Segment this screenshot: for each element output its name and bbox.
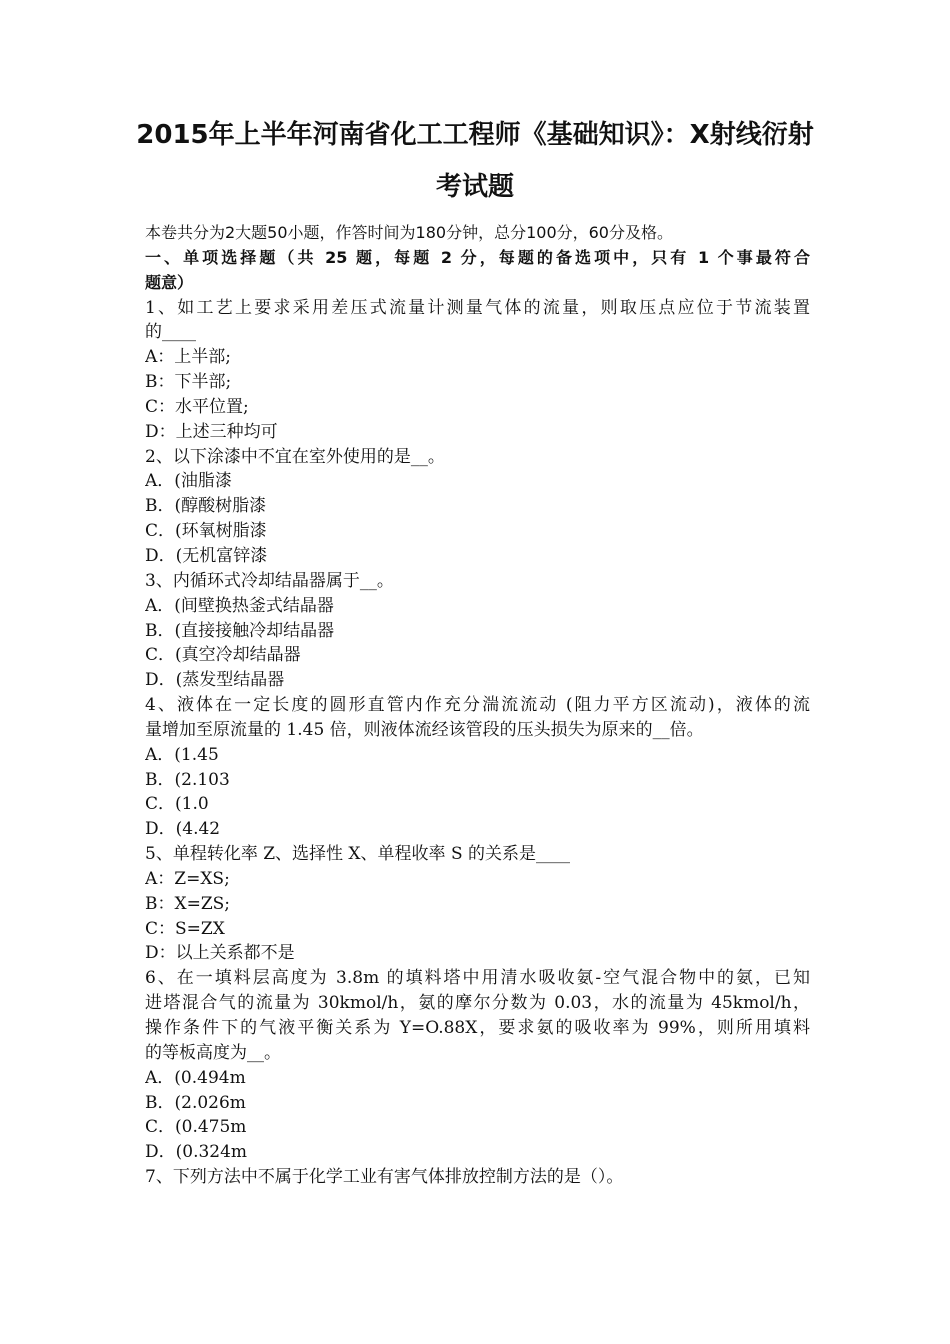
answer-option: D．(无机富锌漆 [145, 545, 268, 566]
question-stem: 1、如工艺上要求采用差压式流量计测量气体的流量，则取压点应位于节流装置 [145, 297, 810, 318]
question-stem: 的等板高度为__。 [145, 1042, 281, 1063]
answer-option: C：S=ZX [145, 918, 225, 939]
answer-option: C．(0.475m [145, 1117, 247, 1138]
answer-option: B：X=ZS; [145, 893, 231, 914]
answer-option: A．(油脂漆 [145, 471, 232, 492]
question-stem: 2、以下涂漆中不宜在室外使用的是__。 [145, 446, 445, 467]
question-stem: 量增加至原流量的 1.45 倍，则液体流经该管段的压头损失为原来的__倍。 [145, 719, 704, 740]
question-stem: 3、内循环式冷却结晶器属于__。 [145, 570, 394, 591]
answer-option: B．(直接接触冷却结晶器 [145, 620, 335, 641]
question-5 [145, 842, 810, 966]
answer-option: B．(2.103 [145, 769, 230, 790]
document-title-line-2: 考试题 [435, 172, 514, 202]
answer-option: A．(0.494m [145, 1067, 246, 1088]
document-title-line-1: 2015年上半年河南省化工工程师《基础知识》：X射线衍射 [136, 120, 814, 150]
question-1 [145, 296, 810, 445]
answer-option: D．(4.42 [145, 819, 221, 840]
answer-option: D：上述三种均可 [145, 421, 278, 442]
question-stem: 的____ [145, 322, 196, 343]
exam-intro: 本卷共分为2大题50小题，作答时间为180分钟，总分100分，60分及格。 [145, 223, 673, 242]
answer-option: A．(1.45 [145, 744, 219, 765]
question-stem: 4、液体在一定长度的圆形直管内作充分湍流流动 (阻力平方区流动)，液体的流 [145, 695, 810, 716]
section-heading: 一、单项选择题（共 25 题，每题 2 分，每题的备选项中，只有 1 个事最符合 [145, 247, 810, 267]
answer-option: C．(真空冷却结晶器 [145, 645, 301, 666]
section-heading-continued: 题意） [145, 272, 194, 292]
answer-option: C．(环氧树脂漆 [145, 521, 267, 542]
question-stem: 进塔混合气的流量为 30kmol/h，氨的摩尔分数为 0.03，水的流量为 45kmol/h， [145, 993, 810, 1014]
answer-option: C．(1.0 [145, 794, 209, 815]
question-6 [145, 966, 810, 1165]
question-3 [145, 569, 810, 693]
answer-option: B：下半部; [145, 372, 232, 393]
answer-option: A：上半部; [145, 347, 232, 368]
answer-option: D：以上关系都不是 [145, 943, 295, 964]
answer-option: C：水平位置; [145, 396, 249, 417]
answer-option: A．(间壁换热釜式结晶器 [145, 595, 334, 616]
document-body [145, 221, 810, 1190]
answer-option: B．(2.026m [145, 1092, 246, 1113]
question-stem: 5、单程转化率 Z、选择性 X、单程收率 S 的关系是____ [145, 844, 570, 865]
question-stem: 6、在一填料层高度为 3.8m 的填料塔中用清水吸收氨-空气混合物中的氨，已知 [145, 968, 810, 989]
question-stem: 7、下列方法中不属于化学工业有害气体排放控制方法的是（）。 [145, 1167, 624, 1188]
question-7 [145, 1165, 810, 1190]
question-stem: 操作条件下的气液平衡关系为 Y=O.88X，要求氨的吸收率为 99%，则所用填料 [145, 1018, 810, 1038]
question-2 [145, 445, 810, 569]
answer-option: D．(蒸发型结晶器 [145, 670, 285, 691]
answer-option: D．(0.324m [145, 1142, 248, 1163]
answer-option: A：Z=XS; [145, 868, 230, 889]
answer-option: B．(醇酸树脂漆 [145, 496, 267, 517]
question-4 [145, 693, 810, 842]
